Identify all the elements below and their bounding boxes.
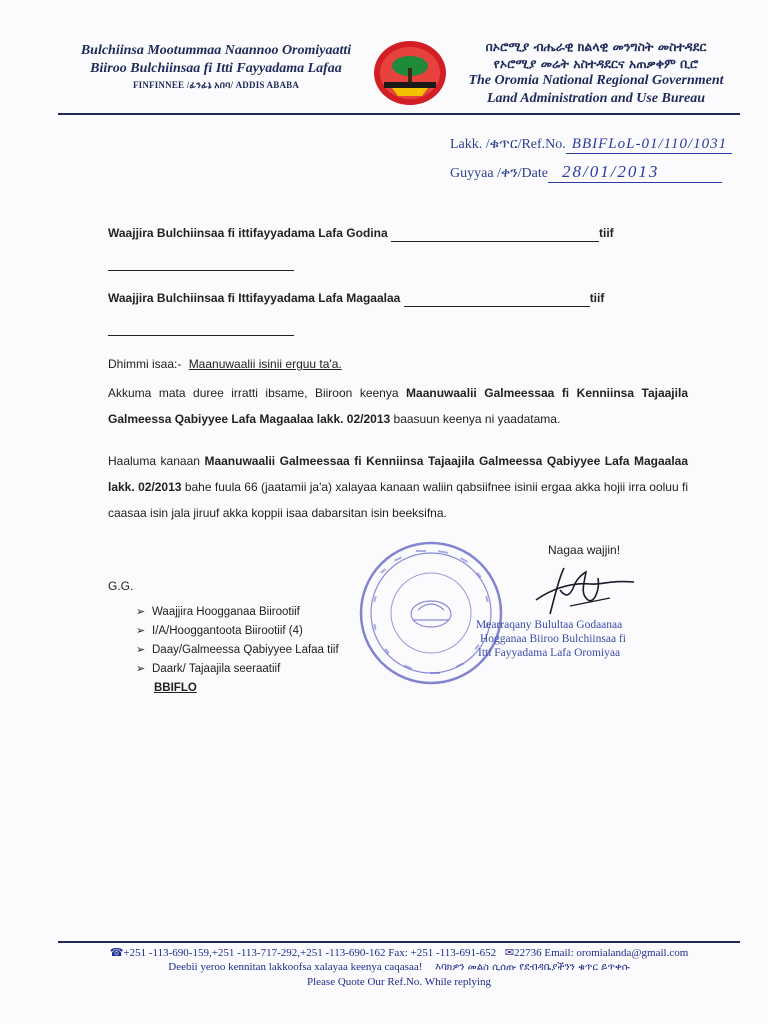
- addressee-1-text: Waajjira Bulchiinsaa fi ittifayyadama Lafa Godina: [108, 226, 388, 240]
- footer-quote-line: [58, 960, 740, 975]
- arrow-bullet-icon: ➢: [136, 644, 146, 656]
- paragraph-2-text-a: Haaluma kanaan: [108, 454, 205, 468]
- signature-image: [530, 560, 640, 620]
- header-right-english-line1: The Oromia National Regional Government: [468, 73, 724, 88]
- date-value: 28/01/2013: [548, 162, 722, 183]
- oromia-emblem-icon: [370, 38, 450, 108]
- footer-quote-english: Please Quote Our Ref.No. While replying: [306, 976, 491, 988]
- footer-divider: [58, 941, 740, 943]
- date-label: Guyyaa /ቀን/Date: [450, 166, 548, 181]
- paragraph-2: [108, 448, 688, 526]
- subject-text: Maanuwaalii isinii erguu ta'a.: [188, 357, 342, 371]
- paragraph-1-text-a: Akkuma mata duree irratti ibsame, Biiroon keenya: [108, 386, 407, 400]
- paragraph-1-text-bold: Maanuwaalii Galmeessaa fi Kenniinsa Tajaajila Galmeessa Qabiyyee Lafa Magaalaa lakk. 02/2013: [108, 386, 688, 426]
- header-left-line1: Bulchiinsa Mootummaa Naannoo Oromiyaatti: [80, 43, 352, 58]
- footer-quote-amharic: እባክዎን መልስ ሲሰጡ የደብዳቤያችንን ቁጥር ይጥቀሱ: [435, 962, 630, 973]
- header-right-amharic-line1: በኦሮሚያ ብሔራዊ ክልላዊ መንግስት መስተዳደር: [485, 39, 707, 54]
- addressee-1-suffix: tiif: [598, 226, 614, 240]
- signer-line-2: Hogganaa Biiroo Bulchiinsaa fi: [480, 633, 626, 645]
- arrow-bullet-icon: ➢: [136, 606, 146, 618]
- addressee-line-2: [108, 289, 604, 307]
- addressee-1-blank-line2: [108, 270, 294, 271]
- header-divider: [58, 113, 740, 115]
- cc-item-label: Daay/Galmeessa Qabiyyee Lafaa tiif: [152, 644, 339, 656]
- cc-item-label: Daark/ Tajaajila seeraatiif: [152, 663, 281, 675]
- signer-block: [476, 618, 626, 660]
- footer-phones: +251 -113-690-159,+251 -113-717-292,+251 -113-690-162 Fax: +251 -113-691-652: [123, 947, 497, 959]
- cc-item-label: Waajjira Hoogganaa Biirootiif: [152, 606, 300, 618]
- date-line: [450, 162, 722, 183]
- mail-icon: ✉: [504, 947, 515, 959]
- paragraph-1: [108, 380, 688, 432]
- header-left-block: [66, 42, 366, 91]
- header-right-amharic-line2: የኦሮሚያ መሬት አስተዳደርና አጠቃቀም ቢሮ: [493, 56, 699, 71]
- closing-greeting: Nagaa wajjin!: [548, 543, 621, 557]
- header-left-city: FINFINNEE /ፊንፊኔ አበባ/ ADDIS ABABA: [132, 80, 300, 90]
- addressee-2-blank: [404, 306, 590, 307]
- arrow-bullet-icon: ➢: [136, 663, 146, 675]
- reference-label: Lakk. /ቁጥር/Ref.No.: [450, 137, 566, 152]
- cc-item: [136, 603, 339, 622]
- addressee-1-blank: [391, 241, 599, 242]
- arrow-bullet-icon: ➢: [136, 625, 146, 637]
- cc-ref-code: BBIFLO: [154, 682, 197, 694]
- addressee-2-blank-line2: [108, 335, 294, 336]
- reference-value: BBIFLoL-01/110/1031: [566, 136, 732, 154]
- paragraph-1-text-c: baasuun keenya ni yaadatama.: [390, 412, 561, 426]
- header-left-line2: Biiroo Bulchiinsaa fi Itti Fayyadama Lafaa: [90, 61, 342, 76]
- cc-item: [136, 641, 339, 660]
- footer-pobox-email: 22736 Email: oromialanda@gmail.com: [514, 947, 689, 959]
- signer-line-3: Itti Fayyadama Lafa Oromiyaa: [478, 647, 621, 659]
- cc-item: [136, 622, 339, 641]
- addressee-2-text: Waajjira Bulchiinsaa fi Ittifayyadama Lafa Magaalaa: [108, 291, 401, 305]
- header-right-english-line2: Land Administration and Use Bureau: [486, 91, 706, 106]
- header-right-block: [446, 38, 746, 108]
- footer-contact-line: [58, 946, 740, 960]
- subject-line: [108, 355, 342, 373]
- paragraph-2-text-c: bahe fuula 66 (jaatamii ja'a) xalayaa kanaan waliin qabsiifnee isinii ergaa akka hojii irra ooluu fi caasaa isin jala jiruuf akka koppii isaa dabarsitan isin beeksifna.: [108, 480, 689, 520]
- signer-line-1: Mearraqany Bulultaa Godaanaa: [476, 619, 623, 631]
- cc-list: [136, 603, 339, 698]
- footer-block: [58, 946, 740, 989]
- addressee-line-1: [108, 224, 614, 242]
- cc-label: G.G.: [108, 579, 134, 593]
- paragraph-2-text-bold: Maanuwaalii Galmeessaa fi Kenniinsa Tajaajila Galmeessa Qabiyyee Lafa Magaalaa lakk. 02/2013: [108, 454, 689, 494]
- footer-quote-oromo: Deebii yeroo kennitan lakkoofsa xalayaa keenya caqasaa!: [168, 961, 423, 973]
- phone-icon: ☎: [109, 947, 124, 959]
- cc-item: [136, 660, 339, 679]
- official-stamp: [358, 540, 504, 686]
- reference-number-line: [450, 136, 732, 154]
- addressee-2-suffix: tiif: [589, 291, 605, 305]
- cc-item-label: I/A/Hooggantoota Biirootiif (4): [152, 625, 303, 637]
- subject-label: Dhimmi isaa:-: [108, 357, 182, 371]
